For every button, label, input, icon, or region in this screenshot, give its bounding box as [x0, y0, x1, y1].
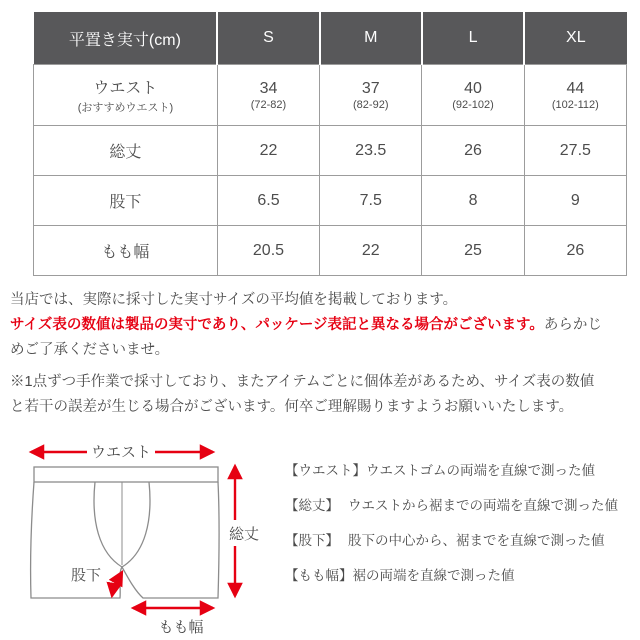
boxer-outline [31, 467, 220, 598]
cell-value: 34 [259, 79, 278, 97]
row-sublabel-text: (おすすめウエスト) [77, 102, 174, 114]
table-row-inseam [34, 176, 627, 226]
size-table-title: 平置き実寸(cm) [34, 12, 218, 65]
legend-desc: ウエストから裾までの両端を直線で測った値 [348, 498, 618, 513]
length-diagram-label: 総丈 [228, 526, 260, 543]
table-row-thigh [34, 226, 627, 276]
legend-item-inseam [285, 534, 635, 548]
thigh-l: 25 [422, 226, 524, 276]
disclaimer-line-1: ※1点ずつ手作業で採寸しており、またアイテムごとに個体差があるため、サイズ表の数値 [10, 374, 595, 390]
thigh-xl: 26 [524, 226, 626, 276]
legend-item-thigh [285, 569, 635, 583]
size-col-s: S [217, 12, 319, 65]
cell-subvalue: (82-92) [353, 98, 389, 111]
legend-desc: 股下の中心から、裾までを直線で測った値 [348, 533, 605, 548]
cell-value: 44 [566, 79, 585, 97]
cell-subvalue: (72-82) [250, 98, 287, 111]
row-label-length: 総丈 [34, 126, 218, 176]
inseam-s: 6.5 [217, 176, 319, 226]
cell-value: 37 [361, 79, 380, 97]
boxer-measurement-diagram [25, 443, 270, 640]
size-table-header-row [34, 12, 627, 65]
thigh-diagram-label: もも幅 [158, 619, 204, 636]
legend-term: 【ウエスト】 [285, 463, 366, 478]
legend-term: 【総丈】 [285, 498, 339, 513]
length-l: 26 [422, 126, 524, 176]
cell-subvalue: (92-102) [452, 98, 494, 111]
inseam-xl: 9 [524, 176, 626, 226]
note-line-1: 当店では、実際に採寸した実寸サイズの平均値を掲載しております。 [10, 292, 458, 308]
size-col-l: L [422, 12, 524, 65]
disclaimer-notes [10, 370, 635, 420]
thigh-m: 22 [320, 226, 422, 276]
size-col-m: M [320, 12, 422, 65]
legend-term: 【股下】 [285, 533, 339, 548]
note-line-3: めご了承くださいませ。 [10, 342, 170, 358]
table-row-length [34, 126, 627, 176]
legend-item-waist [285, 464, 635, 478]
warning-text: サイズ表の数値は製品の実寸であり、パッケージ表記と異なる場合がございます。 [10, 317, 544, 333]
cell-subvalue: (102-112) [551, 98, 599, 111]
measurement-legend [285, 464, 635, 604]
inseam-m: 7.5 [320, 176, 422, 226]
waist-s [217, 65, 319, 126]
row-label-thigh: もも幅 [34, 226, 218, 276]
waist-m [320, 65, 422, 126]
row-label-inseam: 股下 [34, 176, 218, 226]
row-label-waist [34, 65, 218, 126]
cell-value: 40 [464, 79, 482, 97]
thigh-s: 20.5 [217, 226, 319, 276]
disclaimer-line-2: と若干の誤差が生じる場合がございます。何卒ご理解賜りますようお願いいたします。 [10, 399, 574, 415]
note-line-2 [10, 313, 635, 338]
size-col-xl: XL [524, 12, 626, 65]
boxer-body-shape [31, 482, 220, 598]
legend-desc: ウエストゴムの両端を直線で測った値 [366, 463, 595, 478]
waist-diagram-label: ウエスト [90, 444, 152, 461]
inseam-l: 8 [422, 176, 524, 226]
length-m: 23.5 [320, 126, 422, 176]
legend-desc: 裾の両端を直線で測った値 [352, 568, 515, 583]
row-label-text: ウエスト [93, 80, 158, 97]
length-s: 22 [217, 126, 319, 176]
inseam-diagram-label: 股下 [70, 567, 102, 584]
note-line-2-tail: あらかじ [543, 317, 602, 333]
legend-term: 【もも幅】 [285, 568, 353, 583]
waist-l [422, 65, 524, 126]
table-row-waist [34, 65, 627, 126]
boxer-diagram-svg [25, 443, 270, 640]
waistband-shape [34, 467, 218, 482]
measurement-notes [10, 288, 635, 363]
waist-xl [524, 65, 626, 126]
size-table [33, 12, 627, 276]
length-xl: 27.5 [524, 126, 626, 176]
legend-item-length [285, 499, 635, 513]
